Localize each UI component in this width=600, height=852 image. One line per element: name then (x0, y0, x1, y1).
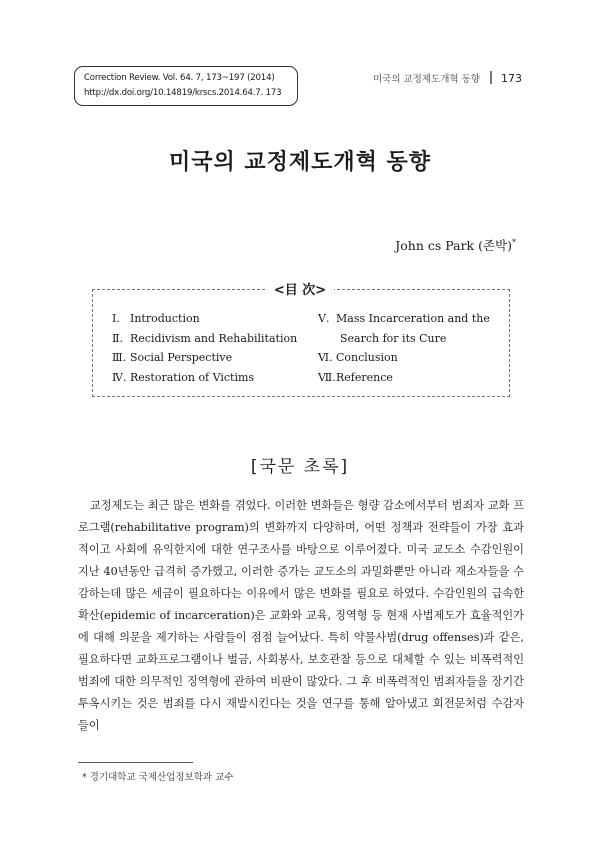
toc-item (318, 309, 490, 329)
toc-item-number: Ⅱ. (112, 331, 123, 345)
toc-item (112, 329, 297, 349)
author-name: John cs Park (존박) (395, 238, 512, 253)
toc-heading (0, 279, 600, 298)
toc-item-continuation (318, 329, 490, 349)
toc-item-label: Social Perspective (130, 351, 233, 364)
citation-journal: Correction Review. Vol. 64. 7, 173~197 (2014) (84, 73, 275, 83)
toc-item-number: Ⅵ. (318, 351, 333, 364)
toc-item-label: Reference (336, 370, 393, 384)
abstract-heading: [국문 초록] (250, 457, 350, 477)
toc-heading-text: <目 次> (266, 283, 334, 298)
toc-item-number: Ⅰ. (112, 312, 120, 325)
toc-item (318, 348, 490, 368)
author-footnote-mark: * (512, 237, 516, 247)
paper-title: 미국의 교정제도개혁 동향 (168, 149, 432, 175)
toc-item-label: Restoration of Victims (130, 370, 255, 384)
toc-item (112, 368, 297, 388)
author-affiliation-footnote: * 경기대학교 국제산업정보학과 교수 (82, 772, 234, 783)
toc-right-column (318, 309, 490, 387)
toc-item-label: Conclusion (336, 351, 398, 364)
toc-item-number: Ⅴ. (318, 312, 330, 325)
toc-item (318, 368, 490, 388)
abstract-paragraph: 교정제도는 최근 많은 변화를 겪었다. 이러한 변화들은 형량 감소에서부터 범죄자 교화 프로그램(rehabilitative program)의 변화까지 다양하며, 어떤 정책과 전략들이 가장 효과적이고 사회에 유익한지에 대한 연구조사를 바탕으로 이루어졌다. 미국 교도소 수감인원이 지난 40년동안 급격히 증가했고, 이러한 증가는 교도소의 과밀화뿐만 아니라 재소자들을 수감하는데 많은 세금이 필요하다는 이유에서 많은 변화를 필요로 하였다. 수감인원의 급속한 확산(epidemic of incarceration)은 교화와 교육, 징역형 등 현재 사법제도가 효율적인가에 대해 의문을 제기하는 사람들이 점점 늘어났다. 특히 약물사범(drug offenses)과 같은, 필요하다면 교화프로그램이나 벌금, 사회봉사, 보호관찰 등으로 대체할 수 있는 비폭력적인 범죄에 대한 의무적인 징역형에 관하여 비판이 많았다. 그 후 비폭력적인 범죄자들을 장기간 투옥시키는 것은 범죄를 다시 재발시킨다는 것을 연구를 통해 알아냈고 회전문처럼 수감자들이 (78, 499, 524, 732)
footnote-rule (78, 762, 193, 763)
toc-item-number: Ⅶ. (318, 370, 336, 384)
running-head-divider (490, 71, 492, 84)
toc-item-number: Ⅲ. (112, 351, 127, 364)
page-number: 173 (501, 72, 522, 85)
running-head-title: 미국의 교정제도개혁 동향 (373, 74, 480, 85)
toc-item-number: Ⅳ. (112, 370, 127, 384)
toc-item-label: Mass Incarceration and the (336, 312, 490, 325)
toc-left-column (112, 309, 297, 387)
toc-item-label: Search for its Cure (340, 331, 447, 345)
citation-box (74, 66, 298, 106)
toc-item-label: Recidivism and Rehabilitation (130, 331, 298, 345)
citation-doi[interactable]: http://dx.doi.org/10.14819/krscs.2014.64.7. 173 (84, 88, 282, 98)
running-head (373, 71, 522, 85)
toc-item (112, 348, 297, 368)
author (395, 236, 516, 254)
abstract-body (78, 495, 524, 737)
toc-item-label: Introduction (130, 312, 200, 325)
toc-item (112, 309, 297, 329)
